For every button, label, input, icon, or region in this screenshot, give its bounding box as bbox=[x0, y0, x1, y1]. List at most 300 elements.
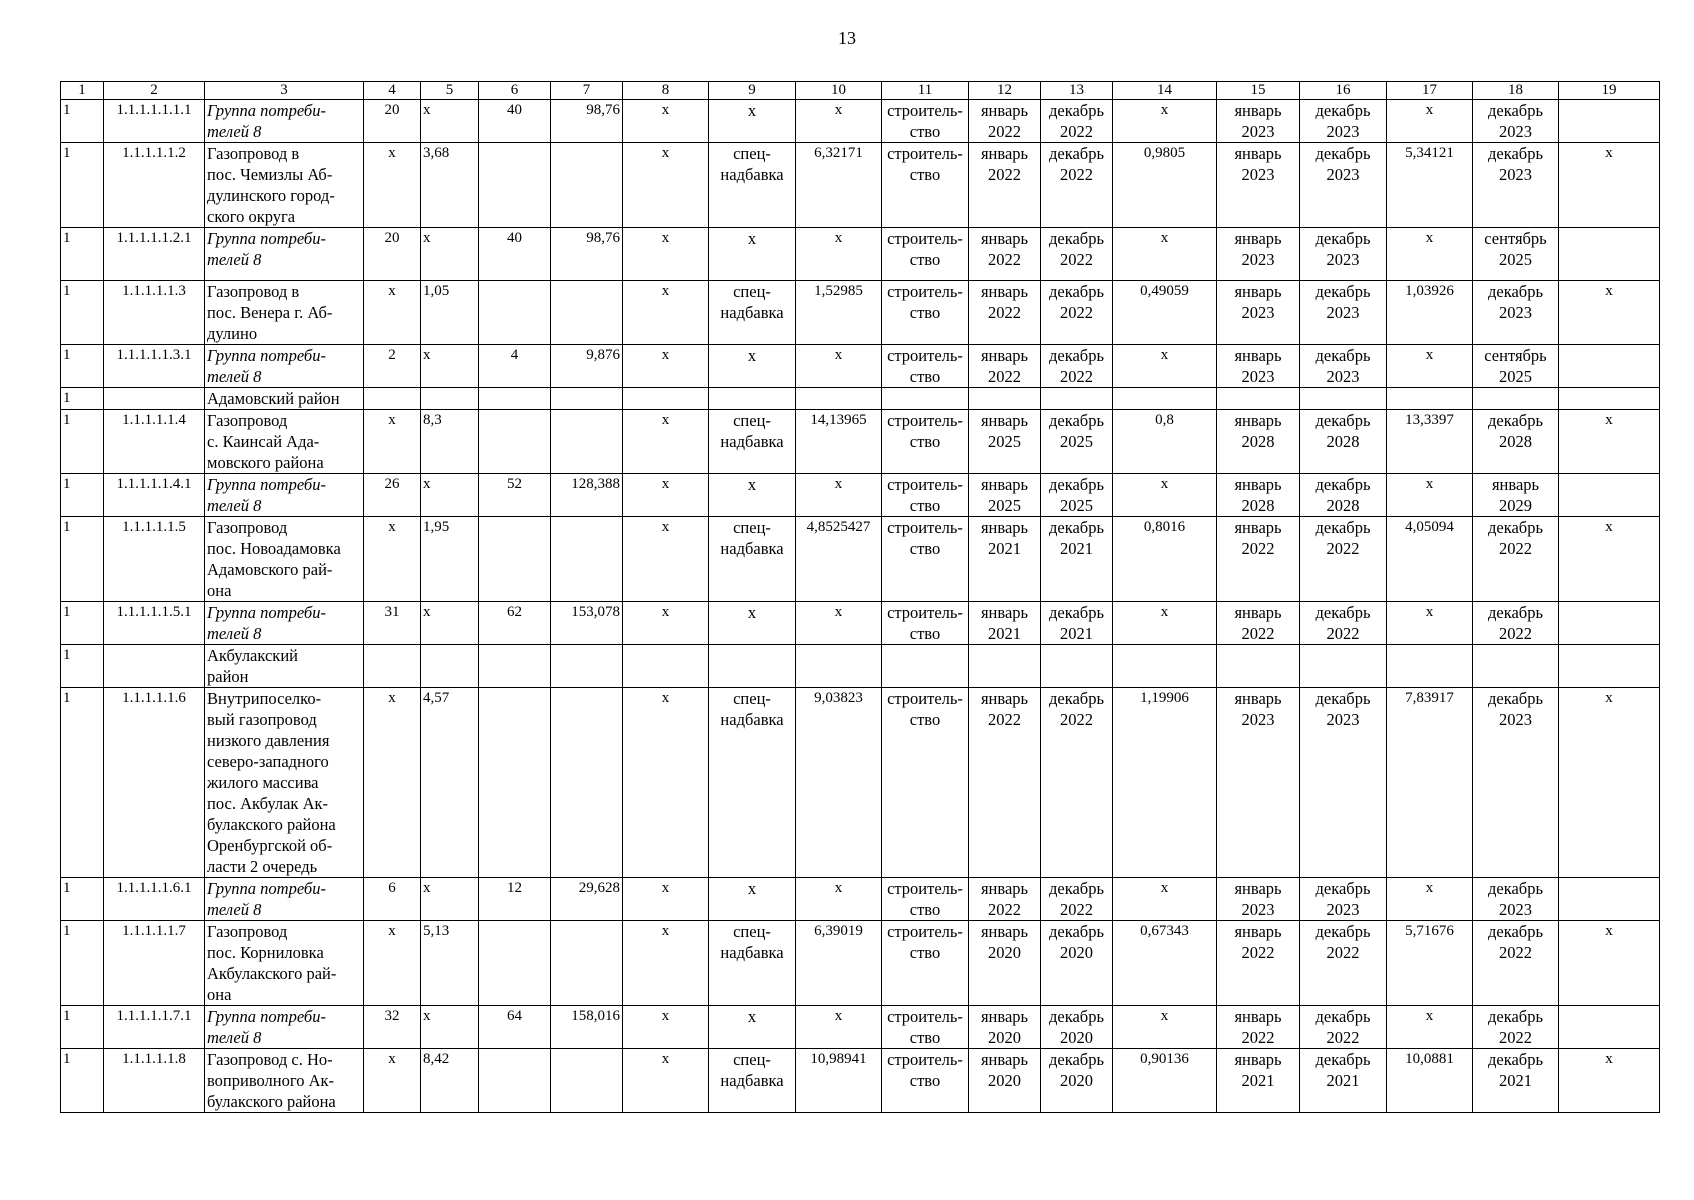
cell-col-5 bbox=[421, 645, 479, 688]
cell-col-4: 20 bbox=[364, 100, 421, 143]
cell-col-3 bbox=[205, 921, 364, 1006]
cell-col-5: 1,05 bbox=[421, 281, 479, 345]
cell-col-15 bbox=[1217, 921, 1300, 1006]
column-number-cell: 13 bbox=[1041, 82, 1113, 100]
cell-col-5: 5,13 bbox=[421, 921, 479, 1006]
cell-col-15 bbox=[1217, 474, 1300, 517]
cell-col-13 bbox=[1041, 100, 1113, 143]
cell-line: декабрь bbox=[1315, 922, 1371, 941]
cell-col-14: 0,9805 bbox=[1113, 143, 1217, 228]
cell-col-2: 1.1.1.1.1.4.1 bbox=[104, 474, 205, 517]
cell-col-4: 6 bbox=[364, 878, 421, 921]
cell-line: строитель- bbox=[887, 922, 963, 941]
cell-line: 2022 bbox=[1326, 539, 1360, 558]
cell-col-7 bbox=[551, 388, 623, 410]
cell-line: январь bbox=[1234, 1050, 1282, 1069]
column-number-cell: 19 bbox=[1559, 82, 1660, 100]
district-row bbox=[61, 388, 1660, 410]
cell-line: декабрь bbox=[1315, 282, 1371, 301]
cell-col-8 bbox=[623, 645, 709, 688]
cell-col-14 bbox=[1113, 388, 1217, 410]
cell-line: январь bbox=[1234, 346, 1282, 365]
cell-line: 2022 bbox=[1060, 250, 1093, 269]
cell-col-14 bbox=[1113, 645, 1217, 688]
cell-line: 2022 bbox=[988, 122, 1021, 141]
cell-col-10: 14,13965 bbox=[796, 410, 882, 474]
cell-col-6: 40 bbox=[479, 100, 551, 143]
cell-col-2: 1.1.1.1.1.2.1 bbox=[104, 228, 205, 281]
cell-line: Группа потреби- bbox=[207, 879, 326, 898]
cell-line: 2023 bbox=[1241, 303, 1275, 322]
cell-col-10: 1,52985 bbox=[796, 281, 882, 345]
cell-col-16 bbox=[1300, 388, 1387, 410]
cell-line: декабрь bbox=[1315, 1007, 1371, 1026]
cell-line: январь bbox=[1234, 229, 1282, 248]
cell-col-12 bbox=[969, 602, 1041, 645]
cell-col-8: x bbox=[623, 281, 709, 345]
cell-line: спец- bbox=[733, 282, 771, 301]
cell-col-17: 7,83917 bbox=[1387, 688, 1473, 878]
cell-line: район bbox=[207, 667, 249, 686]
cell-line: спец- bbox=[733, 1050, 771, 1069]
cell-line: январь bbox=[1234, 689, 1282, 708]
cell-line: декабрь bbox=[1488, 411, 1543, 430]
cell-line: 2022 bbox=[988, 710, 1021, 729]
cell-col-19 bbox=[1559, 602, 1660, 645]
cell-line: строитель- bbox=[887, 1050, 963, 1069]
cell-col-4: 20 bbox=[364, 228, 421, 281]
cell-line: низкого давления bbox=[207, 731, 330, 750]
cell-col-2: 1.1.1.1.1.3.1 bbox=[104, 345, 205, 388]
cell-col-14: 0,8016 bbox=[1113, 517, 1217, 602]
cell-col-12 bbox=[969, 1006, 1041, 1049]
cell-line: январь bbox=[1234, 475, 1282, 494]
cell-col-6 bbox=[479, 143, 551, 228]
cell-col-12 bbox=[969, 921, 1041, 1006]
pipeline-row bbox=[61, 1049, 1660, 1113]
cell-line: Группа потреби- bbox=[207, 1007, 326, 1026]
cell-col-15 bbox=[1217, 517, 1300, 602]
cell-col-1: 1 bbox=[61, 474, 104, 517]
cell-line: Группа потреби- bbox=[207, 101, 326, 120]
cell-line: строитель- bbox=[887, 411, 963, 430]
cell-line: Внутрипоселко- bbox=[207, 689, 322, 708]
cell-col-17 bbox=[1387, 645, 1473, 688]
cell-line: 2022 bbox=[1326, 624, 1360, 643]
cell-col-3 bbox=[205, 474, 364, 517]
cell-col-14: 0,49059 bbox=[1113, 281, 1217, 345]
cell-line: 2025 bbox=[988, 496, 1021, 515]
cell-col-4: x bbox=[364, 281, 421, 345]
consumer-group-row bbox=[61, 1006, 1660, 1049]
cell-line: Газопровод bbox=[207, 411, 288, 430]
cell-col-13 bbox=[1041, 388, 1113, 410]
cell-col-11 bbox=[882, 100, 969, 143]
cell-col-17: 5,34121 bbox=[1387, 143, 1473, 228]
cell-col-17: 4,05094 bbox=[1387, 517, 1473, 602]
cell-line: декабрь bbox=[1488, 1007, 1543, 1026]
column-number-cell: 16 bbox=[1300, 82, 1387, 100]
cell-col-19: x bbox=[1559, 143, 1660, 228]
cell-col-16 bbox=[1300, 1006, 1387, 1049]
cell-col-13 bbox=[1041, 602, 1113, 645]
cell-line: 2023 bbox=[1326, 250, 1360, 269]
cell-line: декабрь bbox=[1315, 346, 1371, 365]
cell-line: декабрь bbox=[1049, 475, 1104, 494]
cell-line: телей 8 bbox=[207, 1028, 262, 1047]
cell-col-1: 1 bbox=[61, 602, 104, 645]
cell-col-15 bbox=[1217, 228, 1300, 281]
cell-line: строитель- bbox=[887, 282, 963, 301]
cell-line: 2022 bbox=[1326, 1028, 1360, 1047]
cell-col-6 bbox=[479, 645, 551, 688]
cell-line: Группа потреби- bbox=[207, 603, 326, 622]
cell-line: пос. Корниловка bbox=[207, 943, 324, 962]
cell-col-3 bbox=[205, 228, 364, 281]
cell-line: ство bbox=[909, 367, 941, 386]
cell-line: ство bbox=[909, 122, 941, 141]
cell-col-3 bbox=[205, 878, 364, 921]
cell-line: жилого массива bbox=[207, 773, 319, 792]
cell-col-1: 1 bbox=[61, 1049, 104, 1113]
cell-line: декабрь bbox=[1488, 603, 1543, 622]
cell-col-4 bbox=[364, 388, 421, 410]
cell-line: Акбулакского рай- bbox=[207, 964, 337, 983]
cell-col-2: 1.1.1.1.1.5 bbox=[104, 517, 205, 602]
column-number-row bbox=[61, 82, 1660, 100]
cell-col-15 bbox=[1217, 688, 1300, 878]
cell-col-5: 4,57 bbox=[421, 688, 479, 878]
cell-col-19 bbox=[1559, 474, 1660, 517]
pipeline-row bbox=[61, 143, 1660, 228]
cell-col-8 bbox=[623, 388, 709, 410]
cell-line: 2023 bbox=[1241, 250, 1275, 269]
cell-line: декабрь bbox=[1049, 411, 1104, 430]
cell-col-6 bbox=[479, 281, 551, 345]
cell-col-18 bbox=[1473, 281, 1559, 345]
cell-line: декабрь bbox=[1488, 518, 1543, 537]
cell-col-15 bbox=[1217, 878, 1300, 921]
cell-line: 2025 bbox=[988, 432, 1021, 451]
cell-col-2: 1.1.1.1.1.1.1 bbox=[104, 100, 205, 143]
cell-col-2: 1.1.1.1.1.8 bbox=[104, 1049, 205, 1113]
cell-line: декабрь bbox=[1049, 1007, 1104, 1026]
pipeline-row bbox=[61, 410, 1660, 474]
column-number-cell: 2 bbox=[104, 82, 205, 100]
cell-col-8: x bbox=[623, 143, 709, 228]
cell-col-12 bbox=[969, 474, 1041, 517]
cell-line: 2022 bbox=[1241, 539, 1275, 558]
cell-col-13 bbox=[1041, 410, 1113, 474]
cell-line: ство bbox=[909, 432, 941, 451]
cell-col-7 bbox=[551, 921, 623, 1006]
cell-col-14: x bbox=[1113, 345, 1217, 388]
consumer-group-row bbox=[61, 345, 1660, 388]
cell-col-18 bbox=[1473, 410, 1559, 474]
cell-line: строитель- bbox=[887, 475, 963, 494]
cell-line: январь bbox=[1234, 411, 1282, 430]
cell-line: 2022 bbox=[988, 367, 1021, 386]
cell-line: 2025 bbox=[1499, 367, 1532, 386]
cell-line: 2023 bbox=[1326, 122, 1360, 141]
cell-line: 2021 bbox=[1060, 624, 1093, 643]
cell-line: 2029 bbox=[1499, 496, 1532, 515]
cell-col-14: x bbox=[1113, 100, 1217, 143]
cell-col-13 bbox=[1041, 517, 1113, 602]
cell-col-8: x bbox=[623, 100, 709, 143]
cell-line: она bbox=[207, 985, 232, 1004]
cell-line: январь bbox=[980, 282, 1029, 301]
cell-line: ство bbox=[909, 496, 941, 515]
cell-col-5: 8,42 bbox=[421, 1049, 479, 1113]
cell-line: декабрь bbox=[1049, 1050, 1104, 1069]
cell-col-19 bbox=[1559, 228, 1660, 281]
cell-col-16 bbox=[1300, 1049, 1387, 1113]
cell-line: ство bbox=[909, 710, 941, 729]
cell-col-11 bbox=[882, 228, 969, 281]
cell-col-5: x bbox=[421, 878, 479, 921]
cell-col-11 bbox=[882, 645, 969, 688]
cell-line: 2028 bbox=[1241, 496, 1275, 515]
cell-col-14: 0,67343 bbox=[1113, 921, 1217, 1006]
cell-col-2: 1.1.1.1.1.2 bbox=[104, 143, 205, 228]
cell-col-8: x bbox=[623, 474, 709, 517]
cell-col-8: x bbox=[623, 410, 709, 474]
cell-line: 2028 bbox=[1326, 432, 1360, 451]
cell-col-19 bbox=[1559, 100, 1660, 143]
cell-col-15 bbox=[1217, 345, 1300, 388]
cell-line: декабрь bbox=[1488, 879, 1543, 898]
cell-col-18 bbox=[1473, 517, 1559, 602]
cell-line: 2028 bbox=[1241, 432, 1275, 451]
cell-col-19: x bbox=[1559, 410, 1660, 474]
cell-line: 2020 bbox=[1060, 1071, 1093, 1090]
cell-line: январь bbox=[1234, 282, 1282, 301]
page-number: 13 bbox=[838, 28, 856, 48]
cell-col-13 bbox=[1041, 345, 1113, 388]
cell-line: 2028 bbox=[1326, 496, 1360, 515]
cell-line: надбавка bbox=[720, 539, 784, 558]
cell-line: декабрь bbox=[1315, 411, 1371, 430]
cell-col-11 bbox=[882, 281, 969, 345]
pipeline-row bbox=[61, 921, 1660, 1006]
cell-line: спец- bbox=[733, 689, 771, 708]
cell-col-16 bbox=[1300, 410, 1387, 474]
cell-col-7: 9,876 bbox=[551, 345, 623, 388]
cell-line: 2023 bbox=[1326, 303, 1360, 322]
cell-line: 2025 bbox=[1060, 496, 1093, 515]
cell-line: ство bbox=[909, 539, 941, 558]
cell-line: Группа потреби- bbox=[207, 346, 326, 365]
column-number-cell: 6 bbox=[479, 82, 551, 100]
cell-col-2: 1.1.1.1.1.4 bbox=[104, 410, 205, 474]
cell-col-15 bbox=[1217, 388, 1300, 410]
cell-line: декабрь bbox=[1488, 101, 1543, 120]
cell-line: 2025 bbox=[1060, 432, 1093, 451]
cell-col-17: 10,0881 bbox=[1387, 1049, 1473, 1113]
cell-line: ство bbox=[909, 1028, 941, 1047]
cell-col-10: x bbox=[796, 1006, 882, 1049]
cell-col-19 bbox=[1559, 878, 1660, 921]
cell-col-18 bbox=[1473, 688, 1559, 878]
cell-line: Акбулакский bbox=[207, 646, 298, 665]
column-number-cell: 3 bbox=[205, 82, 364, 100]
cell-col-14: 0,90136 bbox=[1113, 1049, 1217, 1113]
cell-col-6: 64 bbox=[479, 1006, 551, 1049]
cell-col-10: 4,8525427 bbox=[796, 517, 882, 602]
cell-line: надбавка bbox=[720, 432, 784, 451]
cell-line: 2023 bbox=[1326, 900, 1360, 919]
cell-line: вый газопровод bbox=[207, 710, 317, 729]
cell-col-6: 62 bbox=[479, 602, 551, 645]
cell-col-10: x bbox=[796, 345, 882, 388]
cell-col-17: x bbox=[1387, 345, 1473, 388]
cell-line: декабрь bbox=[1488, 282, 1543, 301]
cell-col-9: x bbox=[709, 345, 796, 388]
cell-col-1: 1 bbox=[61, 410, 104, 474]
cell-line: телей 8 bbox=[207, 122, 262, 141]
cell-line: январь bbox=[980, 229, 1029, 248]
cell-col-9 bbox=[709, 645, 796, 688]
cell-col-11 bbox=[882, 517, 969, 602]
cell-line: Газопровод в bbox=[207, 282, 300, 301]
cell-col-8: x bbox=[623, 921, 709, 1006]
cell-col-4: x bbox=[364, 688, 421, 878]
cell-line: надбавка bbox=[720, 943, 784, 962]
cell-col-5: x bbox=[421, 602, 479, 645]
cell-col-19 bbox=[1559, 645, 1660, 688]
cell-col-15 bbox=[1217, 410, 1300, 474]
cell-col-2: 1.1.1.1.1.6 bbox=[104, 688, 205, 878]
cell-line: декабрь bbox=[1315, 144, 1371, 163]
cell-line: январь bbox=[980, 475, 1029, 494]
cell-col-10: x bbox=[796, 602, 882, 645]
cell-line: 2023 bbox=[1499, 303, 1532, 322]
cell-col-7 bbox=[551, 688, 623, 878]
cell-col-9: x bbox=[709, 474, 796, 517]
cell-col-7 bbox=[551, 645, 623, 688]
cell-col-8: x bbox=[623, 878, 709, 921]
consumer-group-row bbox=[61, 474, 1660, 517]
cell-line: Группа потреби- bbox=[207, 229, 326, 248]
cell-line: январь bbox=[980, 101, 1029, 120]
cell-line: северо-западного bbox=[207, 752, 329, 771]
cell-col-9 bbox=[709, 281, 796, 345]
cell-line: строитель- bbox=[887, 689, 963, 708]
cell-line: 2021 bbox=[1241, 1071, 1275, 1090]
cell-col-19: x bbox=[1559, 688, 1660, 878]
cell-col-7 bbox=[551, 281, 623, 345]
cell-line: 2022 bbox=[1060, 710, 1093, 729]
cell-line: декабрь bbox=[1315, 689, 1371, 708]
cell-line: декабрь bbox=[1049, 518, 1104, 537]
cell-line: декабрь bbox=[1315, 518, 1371, 537]
cell-col-10 bbox=[796, 388, 882, 410]
cell-line: декабрь bbox=[1049, 229, 1104, 248]
cell-col-19: x bbox=[1559, 517, 1660, 602]
cell-col-6 bbox=[479, 517, 551, 602]
cell-line: с. Каинсай Ада- bbox=[207, 432, 320, 451]
cell-col-5: x bbox=[421, 345, 479, 388]
cell-line: Оренбургской об- bbox=[207, 836, 333, 855]
cell-line: надбавка bbox=[720, 303, 784, 322]
cell-col-12 bbox=[969, 345, 1041, 388]
cell-line: декабрь bbox=[1315, 603, 1371, 622]
cell-line: 2022 bbox=[1241, 624, 1275, 643]
cell-line: декабрь bbox=[1049, 282, 1104, 301]
cell-col-15 bbox=[1217, 100, 1300, 143]
cell-line: декабрь bbox=[1049, 346, 1104, 365]
cell-col-8: x bbox=[623, 1006, 709, 1049]
cell-line: январь bbox=[980, 1007, 1029, 1026]
cell-col-4: 26 bbox=[364, 474, 421, 517]
cell-line: декабрь bbox=[1049, 101, 1104, 120]
cell-col-8: x bbox=[623, 345, 709, 388]
cell-line: строитель- bbox=[887, 144, 963, 163]
cell-line: 2023 bbox=[1499, 710, 1532, 729]
cell-col-9 bbox=[709, 410, 796, 474]
cell-col-10: 6,39019 bbox=[796, 921, 882, 1006]
column-number-cell: 8 bbox=[623, 82, 709, 100]
cell-col-6 bbox=[479, 388, 551, 410]
cell-line: пос. Акбулак Ак- bbox=[207, 794, 329, 813]
cell-col-18 bbox=[1473, 143, 1559, 228]
cell-col-7: 29,628 bbox=[551, 878, 623, 921]
cell-line: спец- bbox=[733, 144, 771, 163]
district-row bbox=[61, 645, 1660, 688]
cell-col-13 bbox=[1041, 1049, 1113, 1113]
cell-line: 2028 bbox=[1499, 432, 1532, 451]
cell-col-16 bbox=[1300, 921, 1387, 1006]
cell-col-4: 2 bbox=[364, 345, 421, 388]
cell-col-2 bbox=[104, 645, 205, 688]
cell-line: 2023 bbox=[1241, 900, 1275, 919]
cell-col-16 bbox=[1300, 474, 1387, 517]
cell-col-3 bbox=[205, 410, 364, 474]
cell-col-3 bbox=[205, 345, 364, 388]
cell-line: Газопровод в bbox=[207, 144, 300, 163]
cell-col-4: x bbox=[364, 921, 421, 1006]
cell-col-16 bbox=[1300, 228, 1387, 281]
cell-col-10: 10,98941 bbox=[796, 1049, 882, 1113]
cell-line: декабрь bbox=[1488, 922, 1543, 941]
cell-col-3 bbox=[205, 281, 364, 345]
cell-line: строитель- bbox=[887, 1007, 963, 1026]
cell-col-18 bbox=[1473, 100, 1559, 143]
cell-col-3 bbox=[205, 388, 364, 410]
cell-col-15 bbox=[1217, 1006, 1300, 1049]
cell-line: январь bbox=[1234, 144, 1282, 163]
cell-col-5: x bbox=[421, 474, 479, 517]
cell-col-17: 1,03926 bbox=[1387, 281, 1473, 345]
cell-col-11 bbox=[882, 143, 969, 228]
cell-col-4: x bbox=[364, 517, 421, 602]
cell-line: булакского района bbox=[207, 1092, 336, 1111]
cell-col-3 bbox=[205, 100, 364, 143]
cell-col-11 bbox=[882, 1049, 969, 1113]
cell-line: январь bbox=[1234, 518, 1282, 537]
cell-col-13 bbox=[1041, 228, 1113, 281]
column-number-cell: 9 bbox=[709, 82, 796, 100]
cell-col-14: x bbox=[1113, 1006, 1217, 1049]
cell-col-12 bbox=[969, 281, 1041, 345]
cell-line: строитель- bbox=[887, 518, 963, 537]
column-number-cell: 15 bbox=[1217, 82, 1300, 100]
cell-col-18 bbox=[1473, 878, 1559, 921]
cell-line: строитель- bbox=[887, 603, 963, 622]
cell-line: спец- bbox=[733, 518, 771, 537]
cell-line: телей 8 bbox=[207, 624, 262, 643]
